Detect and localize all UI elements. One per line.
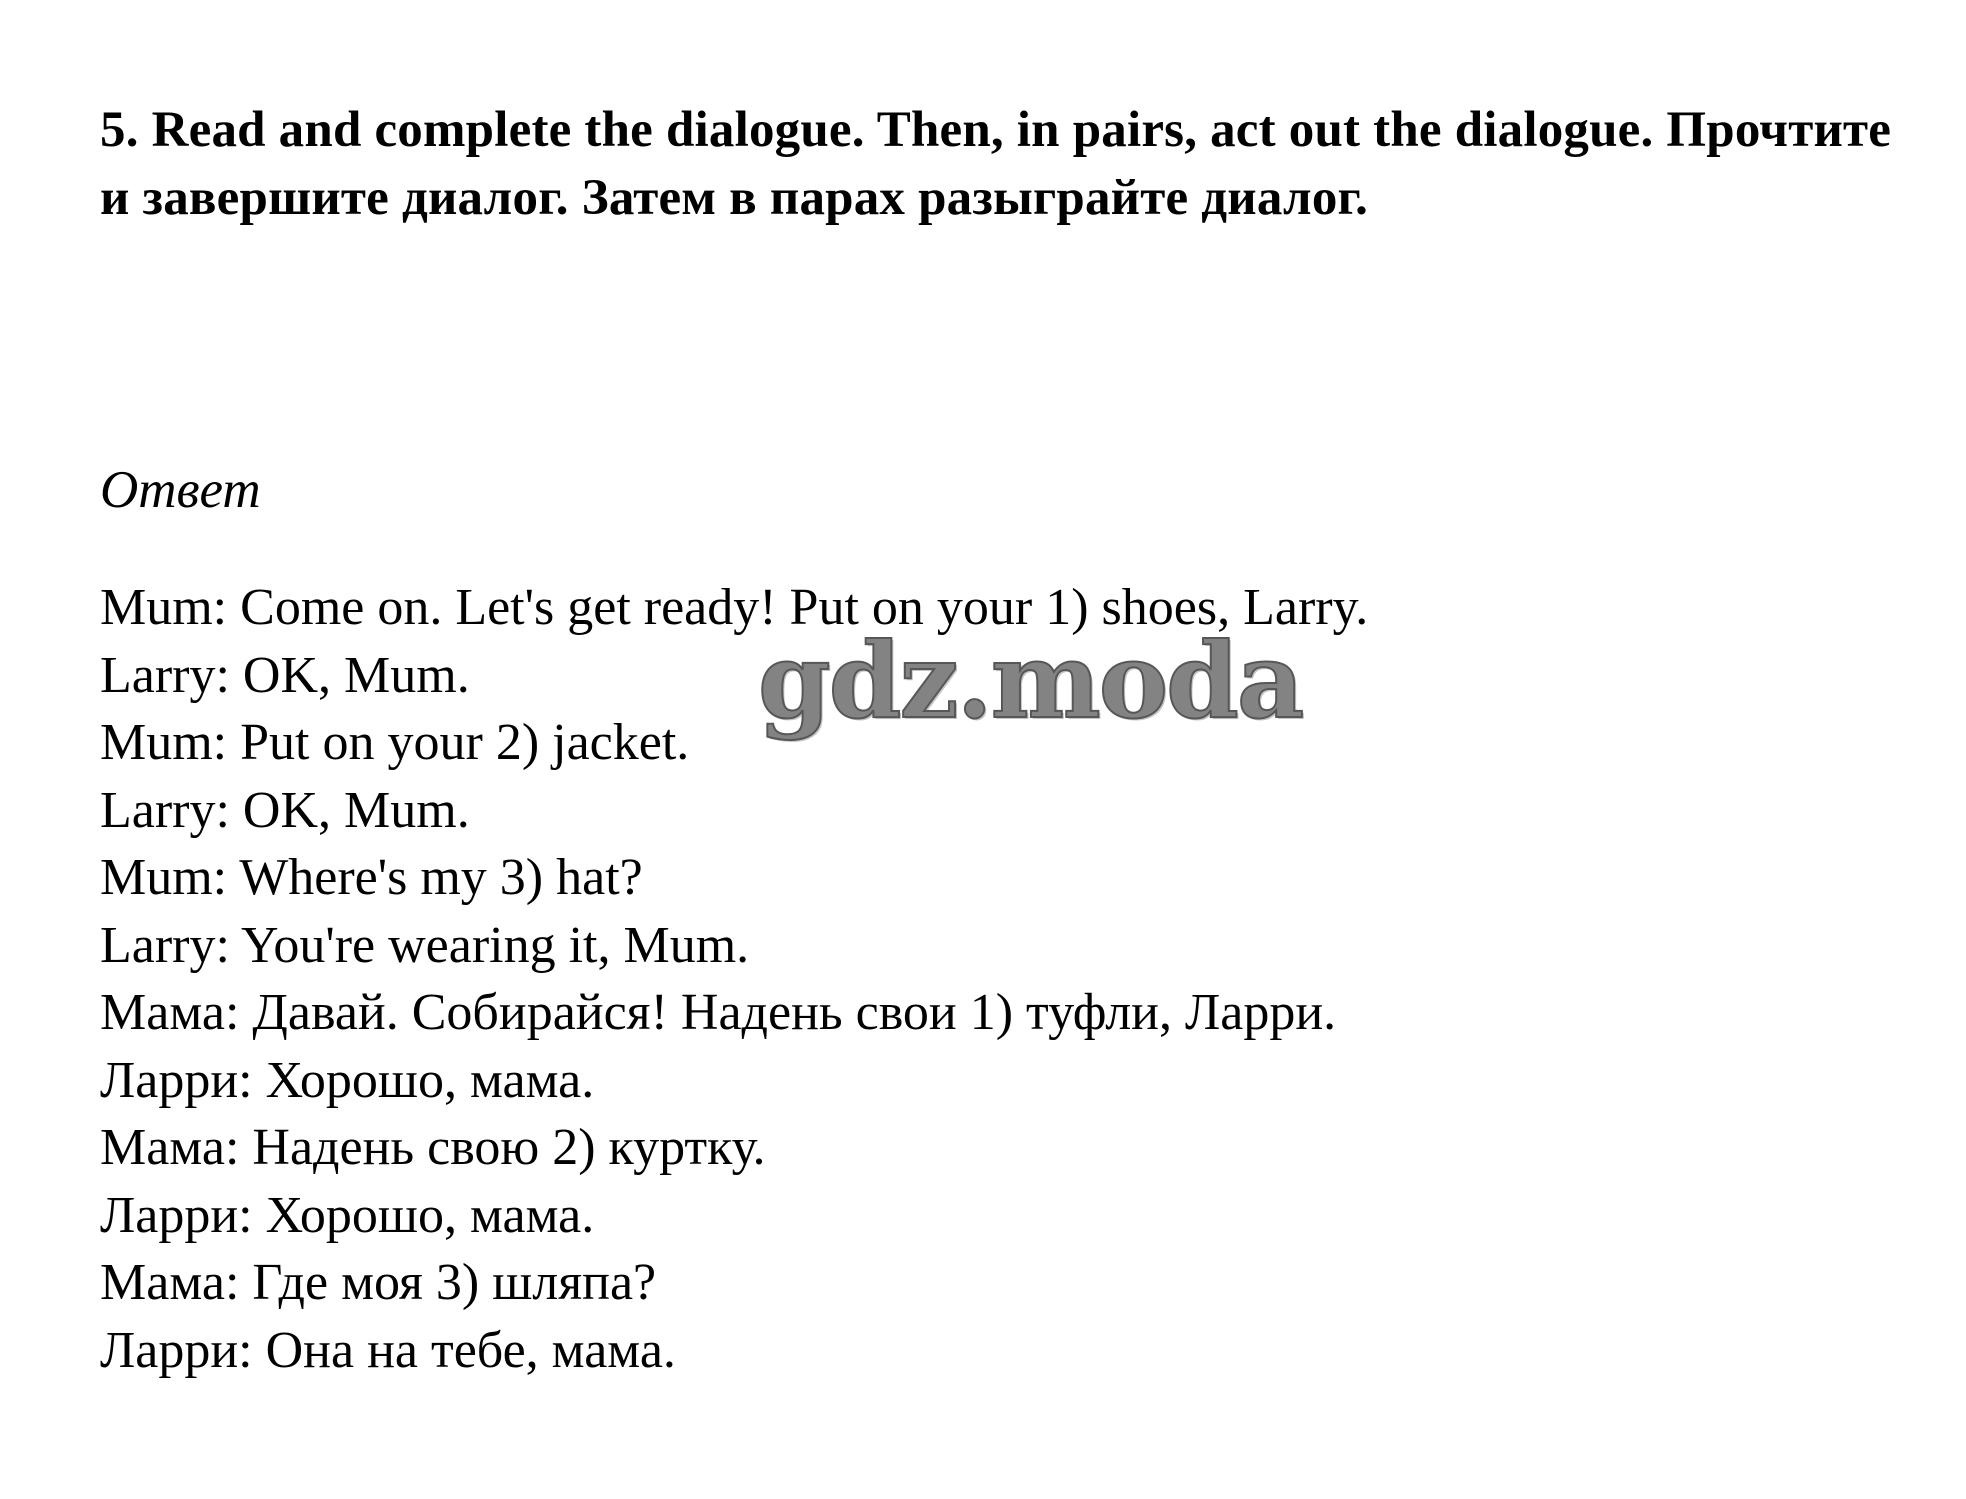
answer-label: Ответ <box>100 461 261 519</box>
dialogue-line: Мама: Где моя 3) шляпа? <box>100 1254 657 1311</box>
dialogue-line: Ларри: Хорошо, мама. <box>100 1051 595 1109</box>
dialogue-line: Mum: Come on. Let's get ready! Put on your 1) shoes, Larry. <box>100 579 1369 636</box>
dialogue-line: Larry: OK, Mum. <box>100 646 470 704</box>
dialogue-line: Ларри: Она на тебе, мама. <box>100 1321 676 1379</box>
dialogue-line: Мама: Давай. Собирайся! Надень свои 1) туфли, Ларри. <box>100 984 1337 1041</box>
dialogue-line: Larry: You're wearing it, Mum. <box>100 916 750 974</box>
dialogue-line: Mum: Put on your 2) jacket. <box>100 714 690 771</box>
dialogue-line: Mum: Where's my 3) hat? <box>100 849 643 906</box>
dialogue-list <box>100 574 1900 1384</box>
dialogue-line: Мама: Надень свою 2) куртку. <box>100 1119 766 1176</box>
dialogue-line: Ларри: Хорошо, мама. <box>100 1186 595 1244</box>
task-heading: 5. Read and complete the dialogue. Then, in pairs, act out the dialogue. Прочтите и завершите диалог. Затем в парах разыграйте диалог. <box>100 102 1892 226</box>
dialogue-line: Larry: OK, Mum. <box>100 781 470 839</box>
watermark: gdz.moda <box>758 619 1303 742</box>
